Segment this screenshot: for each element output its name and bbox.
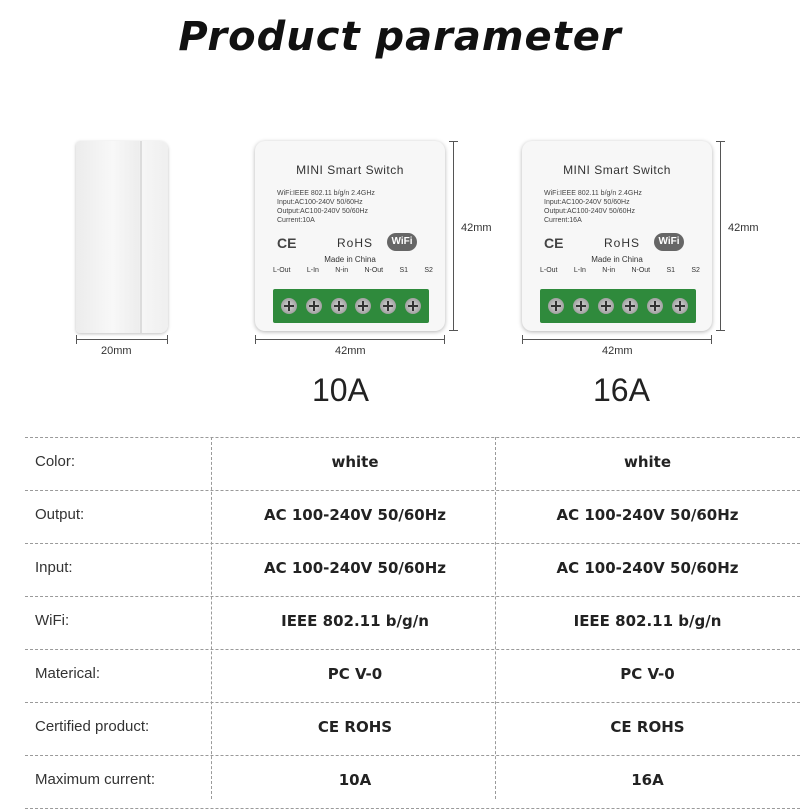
table-row [25, 755, 800, 809]
spec-line: Input:AC100-240V 50/60Hz [544, 199, 630, 206]
table-row [25, 596, 800, 649]
spec-current: Current:10A [277, 217, 315, 224]
value-16a: CE ROHS [610, 718, 685, 736]
device-10a-width-dimension-line [255, 339, 445, 340]
pin-label: N-Out [364, 267, 384, 274]
device-10a-image [255, 141, 445, 331]
ce-mark: CE [277, 235, 297, 251]
screw-icon [380, 298, 396, 314]
value-10a: AC 100-240V 50/60Hz [263, 559, 447, 577]
pin-label: S2 [691, 267, 700, 274]
device-name: MINI Smart Switch [296, 163, 404, 177]
made-in-label: Made in China [591, 255, 643, 264]
pin-label: S1 [399, 267, 409, 274]
side-width-dimension-line [76, 339, 168, 340]
screw-icon [355, 298, 371, 314]
spec-current: Current:16A [544, 217, 582, 224]
terminal-block [273, 289, 429, 323]
device-16a-width-dimension-line [522, 339, 712, 340]
wifi-logo-icon: WiFi [387, 233, 417, 251]
screw-icon [598, 298, 614, 314]
screw-icon [548, 298, 564, 314]
value-16a: PC V-0 [620, 665, 675, 683]
table-row [25, 649, 800, 702]
rohs-mark: RoHS [337, 236, 374, 250]
table-row [25, 702, 800, 755]
device-16a-image [522, 141, 712, 331]
spec-line: WiFi:IEEE 802.11 b/g/n 2.4GHz [544, 190, 642, 197]
row-label: Maximum current: [35, 771, 156, 788]
value-10a: CE ROHS [317, 718, 393, 736]
pin-labels [273, 267, 433, 274]
screw-icon [622, 298, 638, 314]
value-10a: white [331, 453, 379, 471]
pin-label: N-in [602, 267, 616, 274]
wifi-logo-icon: WiFi [654, 233, 684, 251]
spec-line: Input:AC100-240V 50/60Hz [277, 199, 363, 206]
table-row [25, 543, 800, 596]
pin-label: L-Out [273, 267, 291, 274]
row-label: Certified product: [35, 718, 150, 735]
device-10a-height-label: 42mm [461, 222, 492, 234]
pin-label: L-In [573, 267, 586, 274]
variant-16a-label: 16A [593, 372, 650, 408]
terminal-block [540, 289, 696, 323]
ce-mark: CE [544, 235, 564, 251]
pin-labels [540, 267, 700, 274]
value-16a: IEEE 802.11 b/g/n [573, 612, 722, 630]
screw-icon [672, 298, 688, 314]
device-specs [544, 189, 642, 225]
device-specs [277, 189, 375, 225]
screw-icon [306, 298, 322, 314]
value-10a: AC 100-240V 50/60Hz [263, 506, 447, 524]
screw-icon [331, 298, 347, 314]
row-label: WiFi: [35, 612, 70, 629]
device-16a-width-label: 42mm [602, 345, 633, 357]
table-row [25, 490, 800, 543]
rohs-mark: RoHS [604, 236, 641, 250]
pin-label: L-Out [540, 267, 558, 274]
spec-line: Output:AC100-240V 50/60Hz [277, 208, 369, 215]
spec-line: Output:AC100-240V 50/60Hz [544, 208, 636, 215]
table-divider [211, 437, 212, 799]
spec-line: WiFi:IEEE 802.11 b/g/n 2.4GHz [277, 190, 375, 197]
side-width-label: 20mm [101, 345, 132, 357]
value-16a: AC 100-240V 50/60Hz [556, 506, 739, 524]
value-16a: AC 100-240V 50/60Hz [556, 559, 739, 577]
parameter-table [25, 437, 800, 809]
screw-icon [647, 298, 663, 314]
device-name: MINI Smart Switch [563, 163, 671, 177]
device-10a-height-dimension-line [453, 141, 454, 331]
value-10a: PC V-0 [327, 665, 383, 683]
value-10a: 10A [338, 771, 372, 789]
screw-icon [405, 298, 421, 314]
side-view-image [76, 141, 168, 333]
value-16a: white [623, 453, 672, 471]
device-16a-height-dimension-line [720, 141, 721, 331]
row-label: Materical: [35, 665, 101, 682]
table-divider [495, 437, 496, 799]
row-label: Color: [35, 453, 76, 470]
pin-label: N-Out [631, 267, 651, 274]
device-10a-width-label: 42mm [335, 345, 366, 357]
page-title: Product parameter [178, 14, 622, 60]
table-row [25, 437, 800, 490]
row-label: Input: [35, 559, 73, 576]
value-16a: 16A [631, 771, 664, 789]
pin-label: L-In [306, 267, 319, 274]
pin-label: S1 [666, 267, 676, 274]
side-seam [140, 141, 142, 333]
screw-icon [573, 298, 589, 314]
variant-10a-label: 10A [312, 372, 369, 408]
pin-label: N-in [335, 267, 349, 274]
row-label: Output: [35, 506, 85, 523]
screw-icon [281, 298, 297, 314]
value-10a: IEEE 802.11 b/g/n [281, 612, 429, 630]
pin-label: S2 [424, 267, 433, 274]
made-in-label: Made in China [324, 255, 376, 264]
device-16a-height-label: 42mm [728, 222, 759, 234]
